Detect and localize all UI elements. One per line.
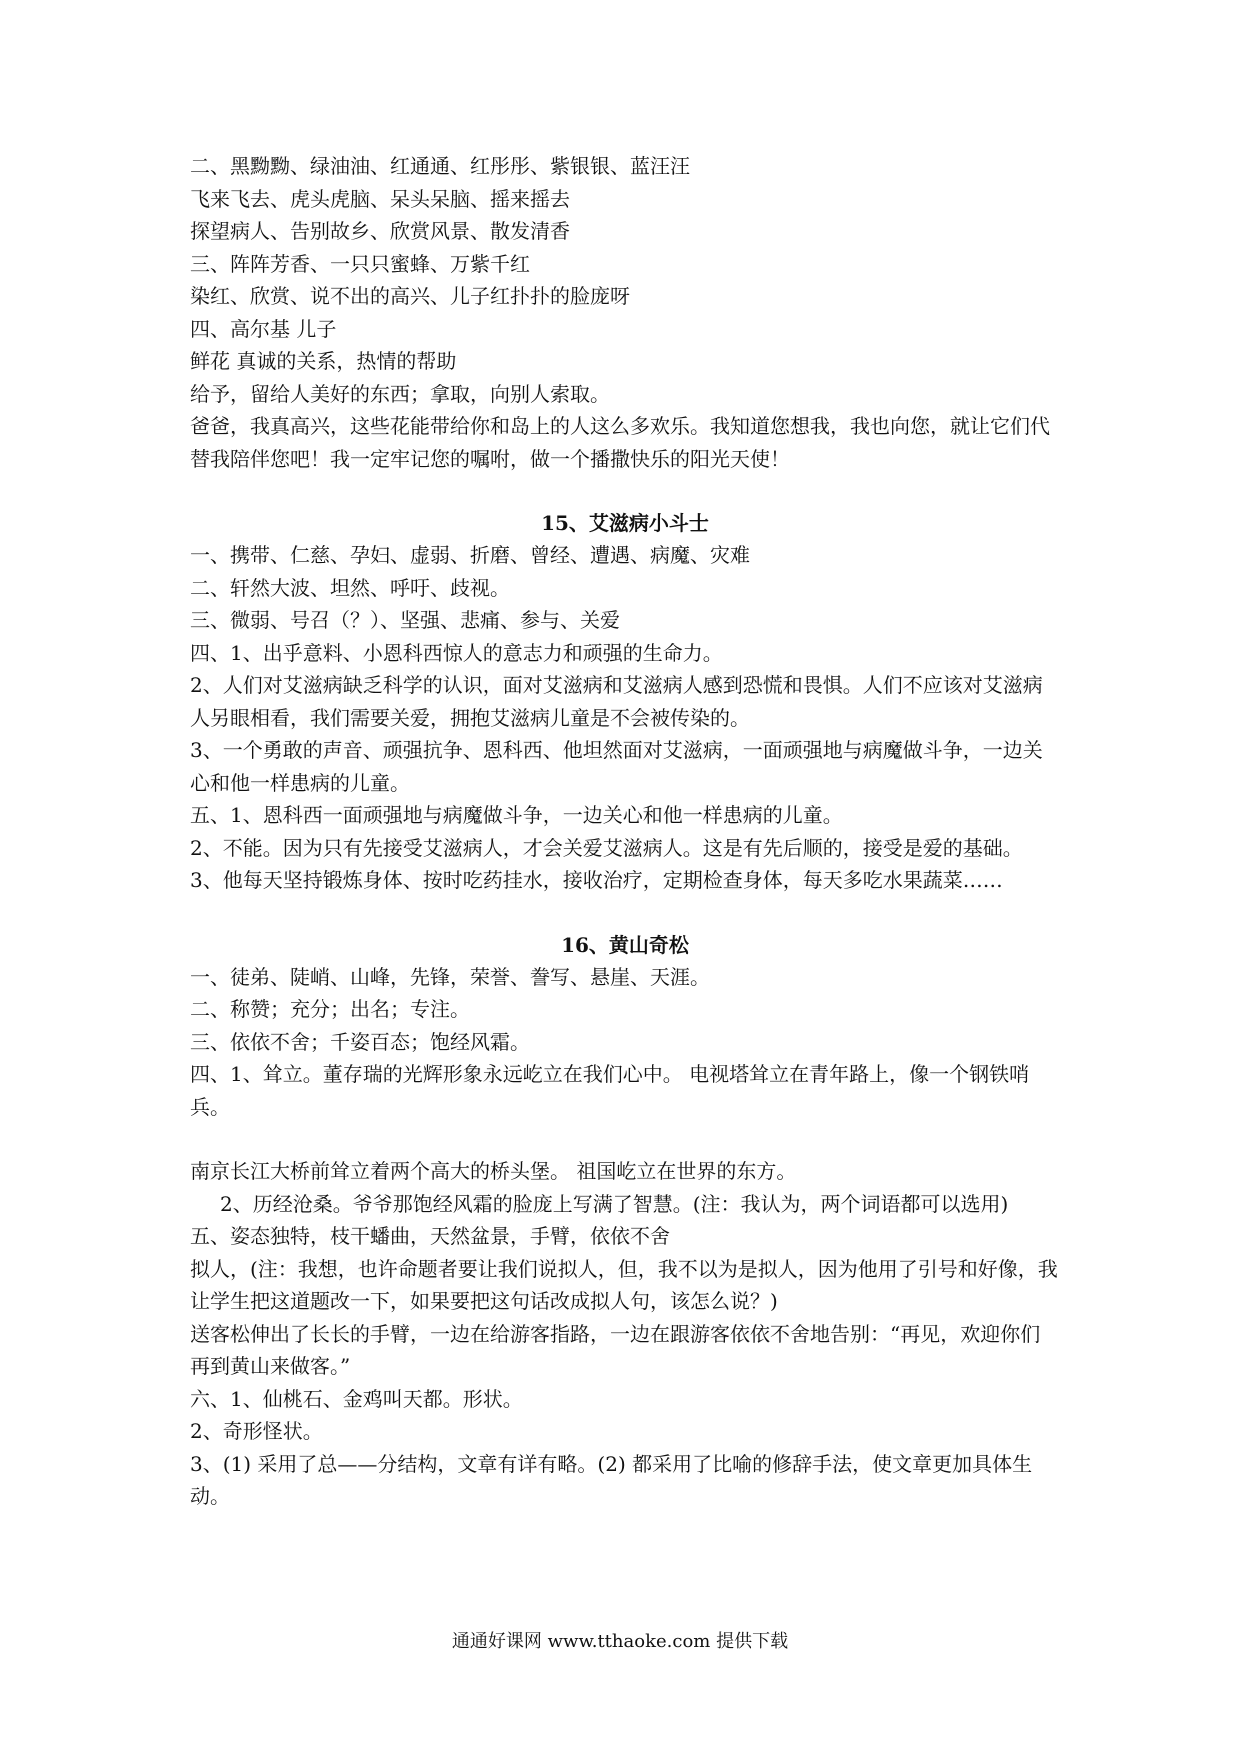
section-15	[190, 507, 1060, 897]
paragraph: 五、1、恩科西一面顽强地与病魔做斗争，一边关心和他一样患病的儿童。	[190, 803, 843, 827]
section-14-tail	[190, 150, 1060, 475]
paragraph: 一、携带、仁慈、孕妇、虚弱、折磨、曾经、遭遇、病魔、灾难	[190, 543, 750, 567]
paragraph: 2、人们对艾滋病缺乏科学的认识，面对艾滋病和艾滋病人感到恐慌和畏惧。人们不应该对艾滋病人另眼相看，我们需要关爱，拥抱艾滋病儿童是不会被传染的。	[190, 673, 1043, 730]
paragraph: 3、一个勇敢的声音、顽强抗争、恩科西、他坦然面对艾滋病，一面顽强地与病魔做斗争，一边关心和他一样患病的儿童。	[190, 738, 1043, 795]
paragraph: 二、称赞；充分；出名；专注。	[190, 997, 470, 1021]
paragraph: 鲜花 真诚的关系，热情的帮助	[190, 349, 457, 373]
paragraph: 给予，留给人美好的东西；拿取，向别人索取。	[190, 381, 610, 406]
spacer	[190, 1123, 1060, 1155]
paragraph: 三、阵阵芳香、一只只蜜蜂、万紫千红	[190, 251, 530, 276]
section-16	[190, 929, 1060, 1513]
paragraph: 六、1、仙桃石、金鸡叫天都。形状。	[190, 1386, 523, 1411]
paragraph: 爸爸，我真高兴，这些花能带给你和岛上的人这么多欢乐。我知道您想我，我也向您，就让它们代替我陪伴您吧！我一定牢记您的嘱咐，做一个播撒快乐的阳光天使！	[190, 414, 1050, 471]
spacer	[190, 475, 1060, 507]
paragraph: 3、(1) 采用了总——分结构，文章有详有略。(2) 都采用了比喻的修辞手法，使文章更加具体生动。	[190, 1451, 1033, 1508]
paragraph: 四、1、耸立。董存瑞的光辉形象永远屹立在我们心中。 电视塔耸立在青年路上，像一个钢铁哨兵。	[190, 1062, 1030, 1119]
paragraph: 飞来飞去、虎头虎脑、呆头呆脑、摇来摇去	[190, 186, 570, 211]
paragraph: 五、姿态独特，枝干蟠曲，天然盆景，手臂，依依不舍	[190, 1224, 670, 1248]
paragraph: 3、他每天坚持锻炼身体、按时吃药挂水，接收治疗，定期检查身体，每天多吃水果蔬菜……	[190, 868, 1003, 892]
paragraph: 2、历经沧桑。爷爷那饱经风霜的脸庞上写满了智慧。(注：我认为，两个词语都可以选用)	[220, 1191, 1009, 1216]
paragraph: 2、不能。因为只有先接受艾滋病人，才会关爱艾滋病人。这是有先后顺的，接受是爱的基础。	[190, 835, 1023, 860]
spacer	[190, 897, 1060, 929]
paragraph: 四、1、出乎意料、小恩科西惊人的意志力和顽强的生命力。	[190, 640, 723, 665]
section-title: 15、艾滋病小斗士	[541, 511, 709, 535]
paragraph: 南京长江大桥前耸立着两个高大的桥头堡。 祖国屹立在世界的东方。	[190, 1159, 797, 1183]
paragraph: 染红、欣赏、说不出的高兴、儿子红扑扑的脸庞呀	[190, 284, 630, 308]
page-footer: 通通好课网 www.tthaoke.com 提供下载	[451, 1631, 789, 1652]
paragraph: 2、奇形怪状。	[190, 1419, 323, 1443]
paragraph: 二、轩然大波、坦然、呼吁、歧视。	[190, 575, 510, 600]
section-title: 16、黄山奇松	[561, 932, 689, 957]
paragraph: 三、依依不舍；千姿百态；饱经风霜。	[190, 1029, 530, 1054]
paragraph: 送客松伸出了长长的手臂，一边在给游客指路，一边在跟游客依依不舍地告别：“再见，欢迎你们再到黄山来做客。”	[190, 1321, 1041, 1378]
paragraph: 一、徒弟、陡峭、山峰，先锋，荣誉、誊写、悬崖、天涯。	[190, 964, 710, 989]
document-body	[190, 150, 1060, 1513]
paragraph: 探望病人、告别故乡、欣赏风景、散发清香	[190, 219, 570, 243]
paragraph: 四、高尔基 儿子	[190, 316, 337, 341]
paragraph: 拟人，(注：我想，也许命题者要让我们说拟人，但，我不以为是拟人，因为他用了引号和好像，我让学生把这道题改一下，如果要把这句话改成拟人句，该怎么说？)	[190, 1256, 1058, 1313]
paragraph: 二、黑黝黝、绿油油、红通通、红彤彤、紫银银、蓝汪汪	[190, 154, 690, 178]
paragraph: 三、微弱、号召（？）、坚强、悲痛、参与、关爱	[190, 608, 620, 632]
